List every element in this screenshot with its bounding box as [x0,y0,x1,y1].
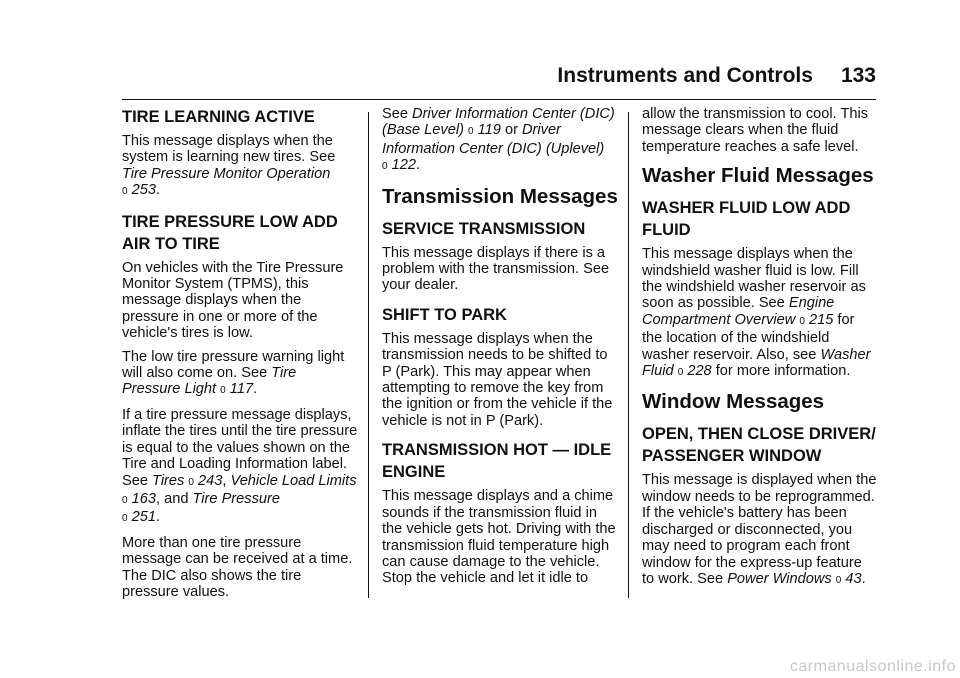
link-engine-compartment-overview[interactable]: Engine Compartment Overview [642,295,835,328]
watermark-text: carmanualsonline.info [789,658,956,675]
heading-open-close-window: OPEN, THEN CLOSE DRIVER/ PASSENGER WINDOW [642,425,876,466]
header-rule [122,99,876,100]
link-tires[interactable]: Tires [152,472,185,489]
page-ref-215[interactable]: 215 [808,311,834,328]
page-ref-122[interactable]: 122 [391,157,416,174]
paragraph-inflate-tires: If a tire pressure message displays, inflate the tires until the tire pressure is equal to the values shown on the Tire and Loading Information label. See Tires 0 243, Vehicle Load Limits 0 163, and Tire Pressure 0 251. [122,406,358,526]
heading-washer-fluid-low: WASHER FLUID LOW ADD FLUID [642,199,851,240]
link-tire-pressure-monitor-operation[interactable]: Tire Pressure Monitor Operation [122,165,331,182]
heading-service-transmission: SERVICE TRANSMISSION [382,219,586,238]
column-2 [382,106,618,594]
link-power-windows[interactable]: Power Windows [727,570,832,587]
page-ref-arrow-icon: 0 [188,476,194,488]
link-tire-pressure-light[interactable]: Tire Pressure Light [122,365,297,398]
page-ref-arrow-icon: 0 [122,513,128,525]
link-tire-pressure[interactable]: Tire Pressure [192,490,280,507]
page-number: 133 [840,64,876,87]
paragraph-tire-learning: This message displays when the system is learning new tires. See Tire Pressure Monitor Operation 0 253. [122,133,336,199]
paragraph-window-reprogram: This message is displayed when the window needs to be reprogrammed. If the vehicle's battery has been discharged or disconnected, you may need to program each front window for the express-up feature to work. See Power Windows 0 43. [642,472,877,587]
paragraph-service-transmission: This message displays if there is a problem with the transmission. See your dealer. [382,244,610,294]
paragraph-warning-light: The low tire pressure warning light will also come on. See Tire Pressure Light 0 117. [122,348,345,398]
heading-transmission-hot: TRANSMISSION HOT — IDLE ENGINE [382,441,612,482]
link-dic-base-level[interactable]: Driver Information Center (DIC) (Base Level) [382,106,615,139]
section-heading-washer-fluid-messages: Washer Fluid Messages [642,164,874,188]
paragraph-dic-reference: See Driver Information Center (DIC) (Base Level) 0 119 or Driver Information Center (DIC) (Uplevel) 0 122. [382,106,615,174]
page-ref-arrow-icon: 0 [220,385,226,397]
page-ref-arrow-icon: 0 [799,315,805,327]
paragraph-shift-to-park: This message displays when the transmission needs to be shifted to P (Park). This may appear when attempting to remove the key from the ignition or from the vehicle if the vehicle is not in P (Park). [382,330,613,429]
column-1 [122,106,358,607]
page-ref-243[interactable]: 243 [198,472,223,489]
page-ref-arrow-icon: 0 [122,186,128,198]
header-title: Instruments and Controls [557,64,813,87]
paragraph-washer-fluid-low: This message displays when the windshield washer fluid is low. Fill the windshield washer reservoir as soon as possible. See Engine Compartment Overview 0 215 for the location of the windshield washer reservoir. Also, see Washer Fluid 0 228 for more information. [642,246,871,380]
page-header [0,64,876,88]
column-divider [628,112,629,598]
heading-shift-to-park: SHIFT TO PARK [382,305,507,324]
page-ref-arrow-icon: 0 [677,367,684,379]
page-ref-228[interactable]: 228 [687,363,712,380]
heading-tire-learning-active: TIRE LEARNING ACTIVE [122,108,315,126]
page-ref-arrow-icon: 0 [382,161,388,173]
link-dic-uplevel[interactable]: Driver Information Center (DIC) (Uplevel) [382,122,605,157]
column-divider [368,112,369,598]
paragraph-tpms: On vehicles with the Tire Pressure Monitor System (TPMS), this message displays when the pressure in one or more of the vehicle's tires is low. [122,259,344,342]
heading-tire-pressure-low: TIRE PRESSURE LOW ADD AIR TO TIRE [122,212,338,253]
paragraph-transmission-hot: This message displays and a chime sounds if the transmission fluid in the vehicle gets hot. Driving with the transmission fluid temperature high can cause damage to the vehicle. Stop the vehicle and let it idle to [382,488,616,587]
page-ref-119[interactable]: 119 [477,122,501,139]
page-ref-arrow-icon: 0 [468,126,474,138]
section-heading-window-messages: Window Messages [642,390,825,414]
page-ref-253[interactable]: 253 [131,182,156,199]
page-ref-163[interactable]: 163 [131,490,156,507]
paragraph-transmission-cool: allow the transmission to cool. This message clears when the fluid temperature reaches a safe level. [642,106,869,155]
link-washer-fluid[interactable]: Washer Fluid [642,346,871,380]
column-3 [642,106,878,596]
page-ref-43[interactable]: 43 [845,570,862,587]
paragraph-multiple-messages: More than one tire pressure message can be received at a time. The DIC also shows the tire pressure values. [122,534,353,600]
page-ref-arrow-icon: 0 [122,494,128,506]
page-ref-251[interactable]: 251 [131,509,156,526]
page-ref-117[interactable]: 117 [229,381,254,398]
link-vehicle-load-limits[interactable]: Vehicle Load Limits [230,472,357,489]
section-heading-transmission-messages: Transmission Messages [382,184,618,208]
page-ref-arrow-icon: 0 [835,574,842,586]
